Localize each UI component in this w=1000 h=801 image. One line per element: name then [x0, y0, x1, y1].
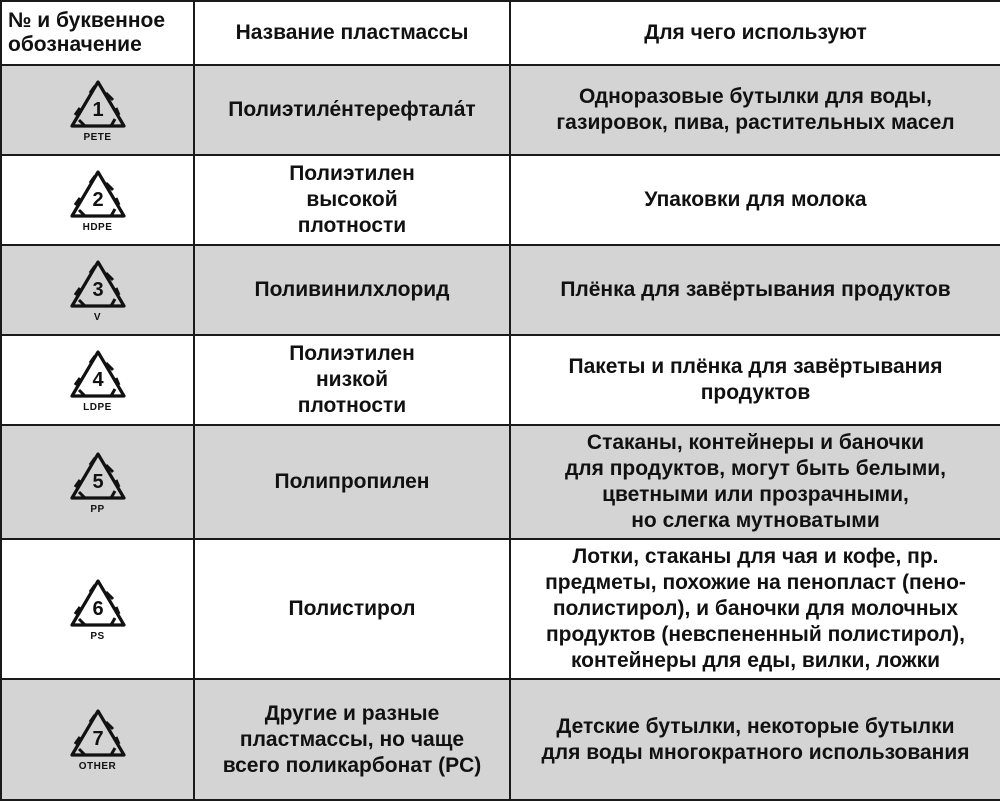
table-row [1, 539, 1000, 679]
resin-number: 2 [91, 188, 104, 211]
table-row [1, 65, 1000, 155]
resin-number: 6 [91, 597, 104, 620]
resin-abbr: PETE [83, 131, 112, 143]
recycle-triangle-icon [67, 78, 129, 134]
plastic-use: Одноразовые бутылки для воды, газировок, пива, растительных масел [510, 65, 1000, 155]
resin-abbr: OTHER [78, 761, 117, 772]
header-name: Название пластмассы [194, 1, 510, 65]
recycle-triangle-icon [67, 258, 129, 314]
resin-code [8, 168, 187, 233]
table-row [1, 679, 1000, 800]
resin-code [8, 78, 187, 143]
resin-number: 1 [91, 98, 104, 121]
table-row [1, 155, 1000, 245]
recycle-triangle-icon [67, 577, 129, 633]
resin-number: 5 [91, 470, 104, 493]
resin-code [8, 258, 187, 323]
resin-abbr: PP [90, 503, 105, 515]
plastic-use: Детские бутылки, некоторые бутылки для воды многократного использования [510, 679, 1000, 800]
resin-code [8, 348, 187, 413]
recycle-triangle-icon [67, 168, 129, 224]
plastic-use: Стаканы, контейнеры и баночки для продуктов, могут быть белыми, цветными или прозрачными, но слегка мутноватыми [510, 425, 1000, 539]
plastic-name: Полистирол [194, 539, 510, 679]
table-header [1, 1, 1000, 65]
plastic-use: Пакеты и плёнка для завёртывания продуктов [510, 335, 1000, 425]
recycle-triangle-icon [67, 707, 129, 763]
table-row [1, 335, 1000, 425]
table-row [1, 245, 1000, 335]
resin-number: 4 [91, 368, 104, 391]
plastic-name: Полиэтиле́нтерефтала́т [194, 65, 510, 155]
resin-abbr: PS [90, 630, 105, 642]
plastic-name: Поливинилхлорид [194, 245, 510, 335]
table-row [1, 425, 1000, 539]
resin-code [8, 450, 187, 515]
plastic-name: Другие и разные пластмассы, но чаще всего поликарбонат (PC) [194, 679, 510, 800]
resin-number: 7 [91, 728, 104, 750]
recycle-triangle-icon [67, 450, 129, 506]
header-code: № и буквенное обозначение [1, 1, 194, 65]
header-use: Для чего используют [510, 1, 1000, 65]
plastic-use: Плёнка для завёртывания продуктов [510, 245, 1000, 335]
resin-code [8, 577, 187, 642]
plastic-name: Полиэтилен низкой плотности [194, 335, 510, 425]
plastic-use: Упаковки для молока [510, 155, 1000, 245]
resin-abbr: LDPE [83, 401, 112, 413]
resin-abbr: HDPE [82, 221, 113, 233]
resin-number: 3 [91, 278, 104, 301]
plastic-name: Полиэтилен высокой плотности [194, 155, 510, 245]
plastic-use: Лотки, стаканы для чая и кофе, пр. предметы, похожие на пенопласт (пено- полистирол), и баночки для молочных продуктов (невспененный полистирол), контейнеры для еды, вилки, ложки [510, 539, 1000, 679]
recycle-triangle-icon [67, 348, 129, 404]
resin-code [8, 707, 187, 772]
resin-abbr: V [93, 311, 102, 323]
plastic-name: Полипропилен [194, 425, 510, 539]
